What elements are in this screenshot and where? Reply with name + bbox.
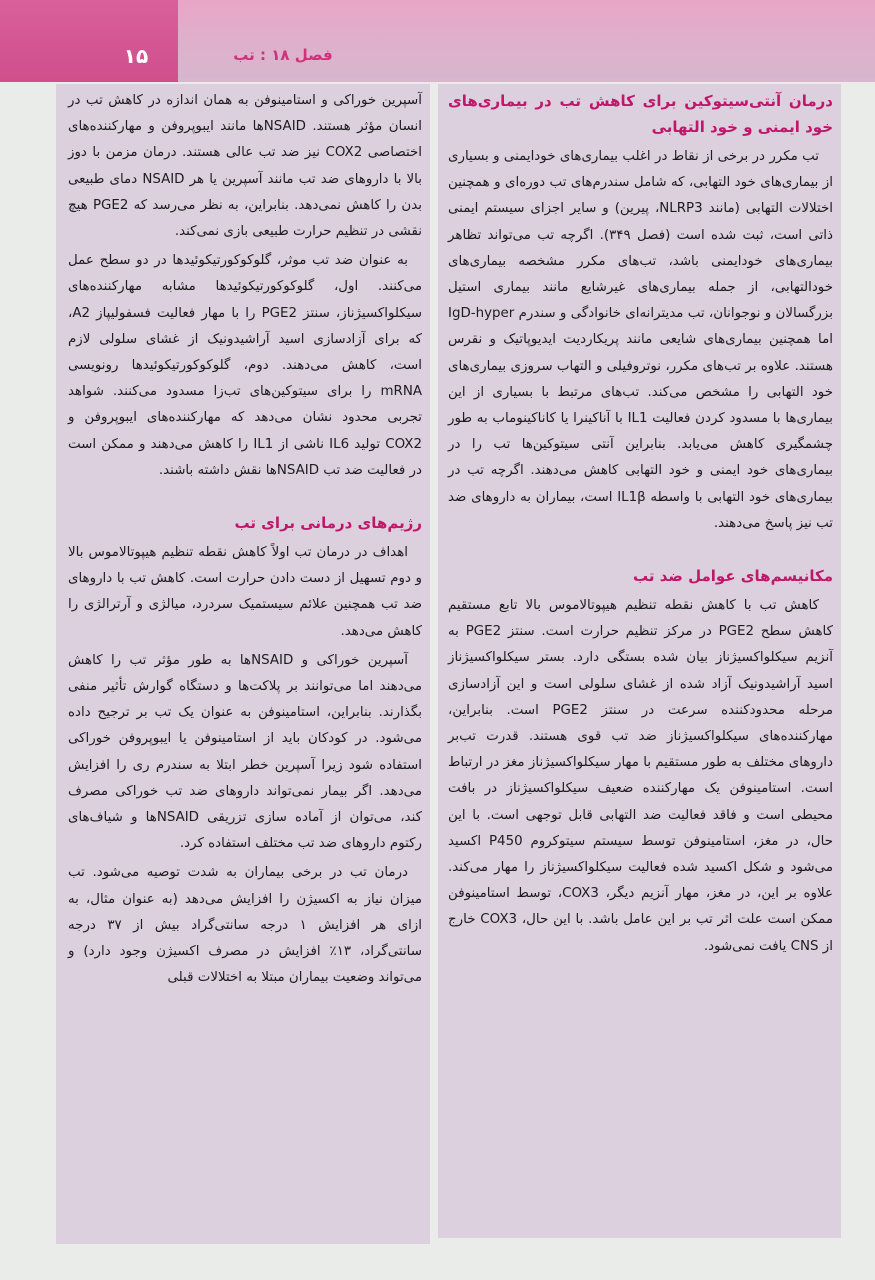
paragraph: اهداف در درمان تب اولاً کاهش نقطه تنظیم هیپوتالاموس بالا و دوم تسهیل از دست دادن حرارت است. کاهش تب با داروهای ضد تب همچنین علائم سیستمیک سردرد، میالژی و آرترالژی را کاهش می‌دهد. bbox=[68, 545, 422, 639]
header-band bbox=[178, 0, 875, 82]
paragraph: تب مکرر در برخی از نقاط در اغلب بیماری‌های خودایمنی و بسیاری از بیماری‌های خود التهابی، که شامل سندرم‌های تب دوره‌ای و همچنین اختلالات التهابی (مانند NLRP3، پیرین) و سایر اجزای سیستم ایمنی ذاتی است، ثبت شده است (فصل ۳۴۹). اگرچه تب می‌تواند تظاهر بیماری‌های خودایمنی باشد، تب‌های مکرر مشخصه بیماری‌های خودالتهابی، از جمله بیماری‌های غیرشایع مانند بیماری استیل بزرگسالان و نوجوانان، تب مدیترانه‌ای خانوادگی و سندرم IgD-hyper اما همچنین بیماری‌های شایعی مانند پریکاردیت ایدیوپاتیک و نقرس هستند. علاوه بر تب‌های مکرر، نوتروفیلی و التهاب سروزی بیماری‌های خود التهابی را مشخص می‌کند. تب‌های مرتبط با بسیاری از این بیماری‌ها با مسدود کردن فعالیت IL1 با آناکینرا یا کاناکینوماب به طور چشمگیری کاهش می‌یابد. بنابراین آنتی سیتوکین‌ها تب را در بیماری‌های خود ایمنی و خود التهابی کاهش می‌دهند. اگرچه تب در بیماری‌های خود التهابی با واسطه IL1β است، بیماران به داروهای ضد تب نیز پاسخ می‌دهند. bbox=[448, 149, 834, 531]
paragraph: آسپرین خوراکی و NSAIDها به طور مؤثر تب را کاهش می‌دهند اما می‌توانند بر پلاکت‌ها و دستگاه گوارش تأثیر منفی بگذارند. بنابراین، استامینوفن به عنوان یک تب بر ترجیح داده می‌شود. در کودکان باید از استامینوفن یا ایبوپروفن خوراکی استفاده شود زیرا آسپرین خطر ابتلا به سندرم ری را افزایش می‌دهد. اگر بیمار نمی‌تواند داروهای ضد تب خوراکی مصرف کند، می‌توان از آماده سازی تزریقی NSAIDها و شیاف‌های رکتوم داروهای ضد تب مختلف استفاده کرد. bbox=[68, 652, 422, 852]
section-title-anticytokine: درمان آنتی‌سیتوکین برای کاهش تب در بیماری‌های خود ایمنی و خود التهابی bbox=[448, 92, 833, 136]
left-column bbox=[56, 84, 430, 1244]
paragraph: کاهش تب با کاهش نقطه تنظیم هیپوتالاموس بالا تابع مستقیم کاهش سطح PGE2 در مرکز تنظیم حرارت است. سنتز PGE2 به آنزیم سیکلواکسیژناز بیان شده بستگی دارد. بستر سیکلواکسیژناز اسید آراشیدونیک آزاد شده از غشای سلولی است و این آزادسازی مرحله محدودکننده سرعت در سنتز PGE2 است. بنابراین، مهارکننده‌های سیکلواکسیژناز ضد تب قوی هستند. قدرت تب‌بر داروهای مختلف به طور مستقیم با مهار سیکلواکسیژناز مغز در ارتباط است. استامینوفن یک مهارکننده ضعیف سیکلواکسیژناز در بافت محیطی است و فاقد فعالیت ضد التهابی قابل توجهی است. با این حال، در مغز، استامینوفن توسط سیستم سیتوکروم P450 اکسید می‌شود و شکل اکسید شده فعالیت سیکلواکسیژناز را مهار می‌کند. علاوه بر این، در مغز، مهار آنزیم دیگر، COX3، توسط استامینوفن ممکن است علت اثر تب بر این عامل باشد. با این حال، COX3 خارج از CNS یافت نمی‌شود. bbox=[448, 598, 834, 954]
right-column bbox=[438, 84, 841, 1238]
paragraph: به عنوان ضد تب موثر، گلوکوکورتیکوئیدها در دو سطح عمل می‌کنند. اول، گلوکوکورتیکوئیدها مشابه مهارکننده‌های سیکلواکسیژناز، سنتز PGE2 را با مهار فعالیت فسفولیپاز A2، که برای آزادسازی اسید آراشیدونیک از غشای سلولی لازم است، کاهش می‌دهند. دوم، گلوکوکورتیکوئیدها رونویسی mRNA را برای سیتوکین‌های تب‌زا مسدود می‌کنند. شواهد تجربی محدود نشان می‌دهد که مهارکننده‌های ایبوپروفن و COX2 تولید IL6 ناشی از IL1 را کاهش می‌دهند و ممکن است در فعالیت ضد تب NSAIDها نقش داشته باشند. bbox=[68, 253, 422, 478]
page-header bbox=[0, 0, 875, 82]
paragraph: درمان تب در برخی بیماران به شدت توصیه می‌شود. تب میزان نیاز به اکسیژن را افزایش می‌دهد (به عنوان مثال، به ازای هر افزایش ۱ درجه سانتی‌گراد بیش از ۳۷ درجه سانتی‌گراد، ۱۳٪ افزایش در مصرف اکسیژن وجود دارد) و می‌تواند وضعیت بیماران مبتلا به اختلالات قبلی bbox=[68, 865, 422, 986]
paragraph: آسپرین خوراکی و استامینوفن به همان اندازه در کاهش تب در انسان مؤثر هستند. NSAIDها مانند ایبوپروفن و مهارکننده‌های اختصاصی COX2 نیز ضد تب عالی هستند. درمان مزمن با دوز بالا با داروهای ضد تب مانند آسپرین یا هر NSAID دمای طبیعی بدن را کاهش نمی‌دهد. بنابراین، به نظر می‌رسد که PGE2 هیچ نقشی در تنظیم حرارت طبیعی بازی نمی‌کند. bbox=[68, 93, 422, 240]
page-number: ۱۵ bbox=[123, 44, 149, 68]
chapter-title: فصل ۱۸ : تب bbox=[233, 46, 333, 64]
section-title-antipyretic-mechanisms: مکانیسم‌های عوامل ضد تب bbox=[632, 567, 833, 586]
section-title-treatment-regimens: رژیم‌های درمانی برای تب bbox=[234, 514, 422, 533]
